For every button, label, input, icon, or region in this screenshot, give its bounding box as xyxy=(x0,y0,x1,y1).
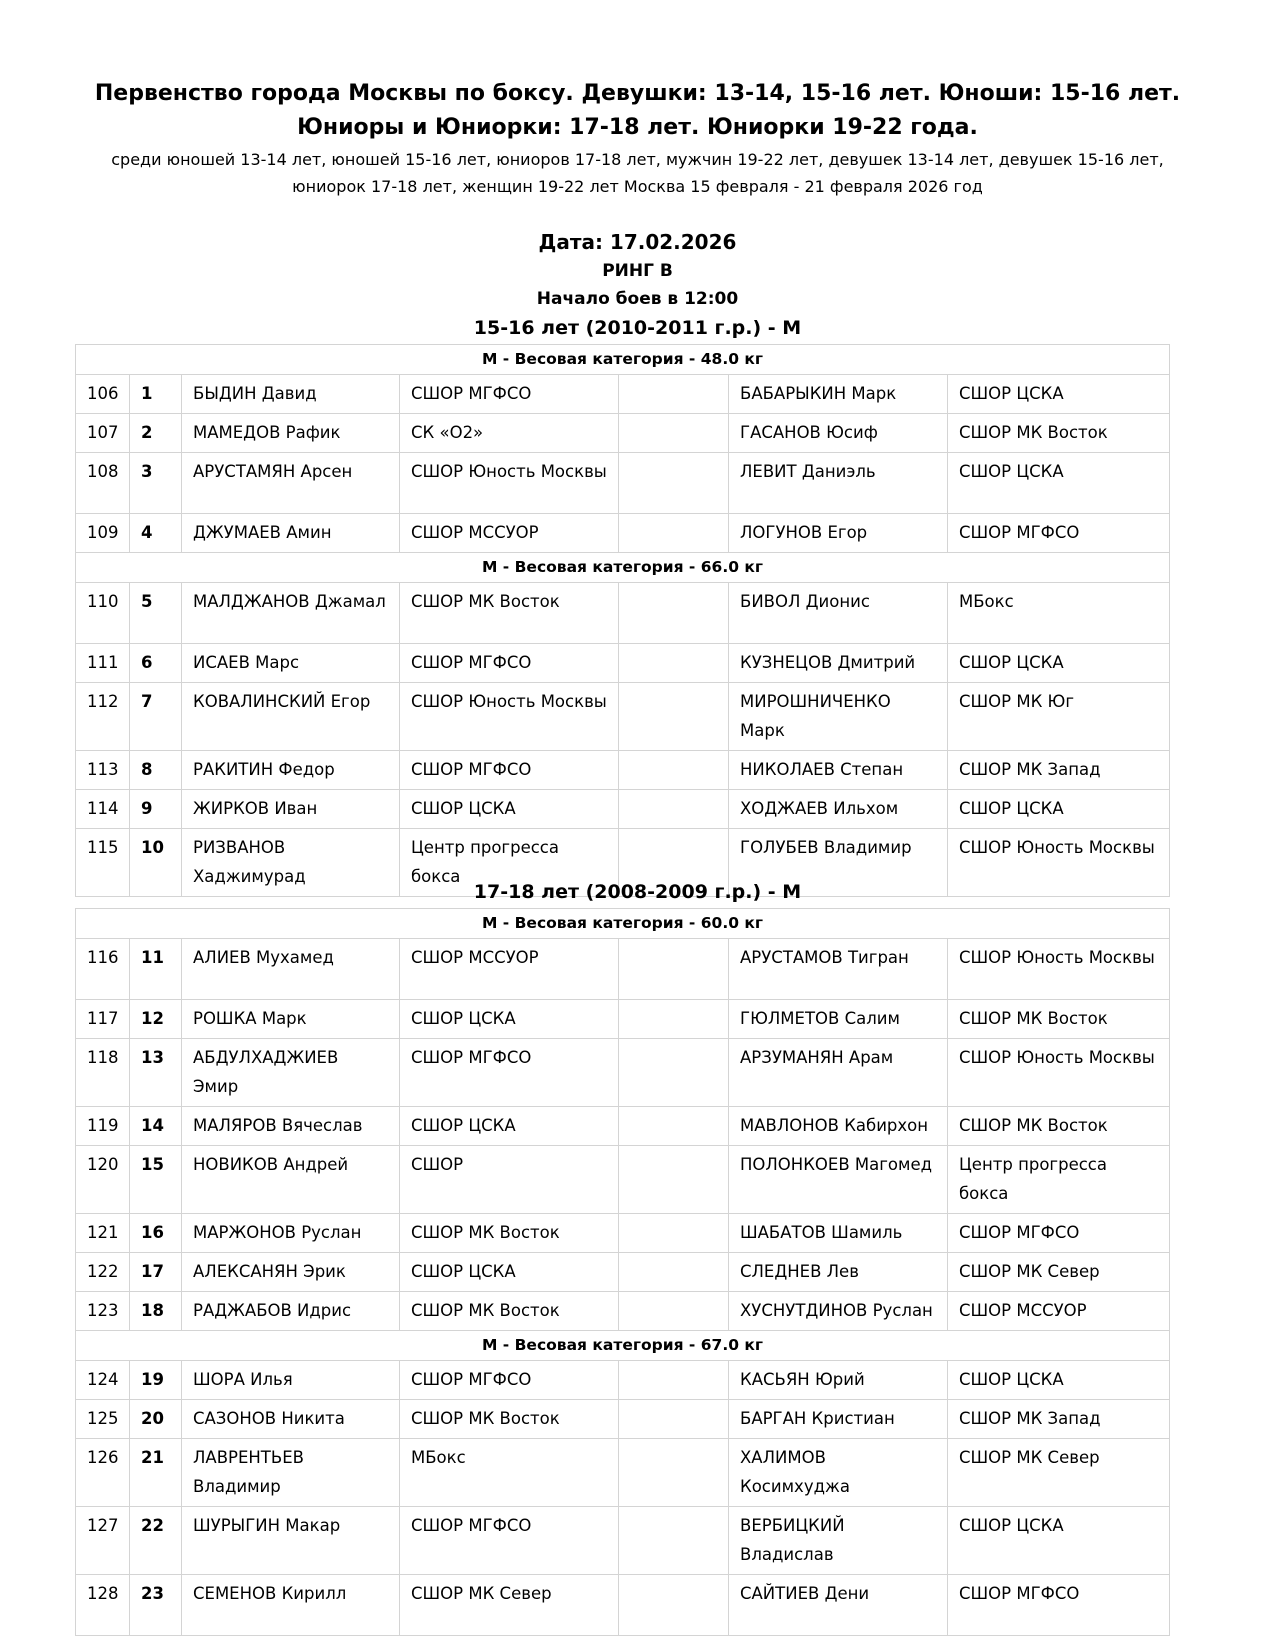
start-time: Начало боев в 12:00 xyxy=(536,289,739,309)
red-corner-club: СШОР ЦСКА xyxy=(400,790,619,829)
blue-corner-name: КУЗНЕЦОВ Дмитрий xyxy=(729,644,948,683)
bout-row xyxy=(76,453,1170,514)
red-corner-name: АРУСТАМЯН Арсен xyxy=(182,453,400,514)
bout-result xyxy=(619,1039,729,1107)
bout-row xyxy=(76,1400,1170,1439)
bout-result xyxy=(619,1253,729,1292)
red-corner-club: СШОР ЦСКА xyxy=(400,1000,619,1039)
blue-corner-name: ГОЛУБЕВ Владимир xyxy=(729,829,948,897)
red-corner-club: СШОР МГФСО xyxy=(400,751,619,790)
blue-corner-name: САЙТИЕВ Дени xyxy=(729,1575,948,1636)
red-corner-name: МАРЖОНОВ Руслан xyxy=(182,1214,400,1253)
blue-corner-name: БАБАРЫКИН Марк xyxy=(729,375,948,414)
blue-corner-club: СШОР ЦСКА xyxy=(948,1361,1170,1400)
bout-row xyxy=(76,375,1170,414)
blue-corner-club: Центр прогресса бокса xyxy=(948,1146,1170,1214)
bout-number: 19 xyxy=(130,1361,182,1400)
bout-row xyxy=(76,414,1170,453)
bout-number: 15 xyxy=(130,1146,182,1214)
blue-corner-name: ХУСНУТДИНОВ Руслан xyxy=(729,1292,948,1331)
blue-corner-name: АРУСТАМОВ Тигран xyxy=(729,939,948,1000)
bout-number: 9 xyxy=(130,790,182,829)
bout-row xyxy=(76,583,1170,644)
bout-number: 23 xyxy=(130,1575,182,1636)
red-corner-club: СШОР МК Восток xyxy=(400,1214,619,1253)
weight-category-label: М - Весовая категория - 67.0 кг xyxy=(76,1331,1170,1361)
bout-id: 121 xyxy=(76,1214,130,1253)
bout-number: 17 xyxy=(130,1253,182,1292)
bout-id: 117 xyxy=(76,1000,130,1039)
bout-number: 5 xyxy=(130,583,182,644)
weight-category-label: М - Весовая категория - 60.0 кг xyxy=(76,909,1170,939)
bouts-table-body xyxy=(76,909,1170,1636)
weight-category-row xyxy=(76,345,1170,375)
bout-number: 10 xyxy=(130,829,182,897)
bout-number: 21 xyxy=(130,1439,182,1507)
bout-id: 122 xyxy=(76,1253,130,1292)
bout-id: 114 xyxy=(76,790,130,829)
section-heading: 17-18 лет (2008-2009 г.р.) - М xyxy=(473,881,802,903)
blue-corner-name: ГЮЛМЕТОВ Салим xyxy=(729,1000,948,1039)
blue-corner-name: СЛЕДНЕВ Лев xyxy=(729,1253,948,1292)
bout-id: 120 xyxy=(76,1146,130,1214)
blue-corner-club: СШОР Юность Москвы xyxy=(948,829,1170,897)
red-corner-club: СШОР МК Восток xyxy=(400,1292,619,1331)
bout-number: 4 xyxy=(130,514,182,553)
red-corner-club: СШОР МССУОР xyxy=(400,939,619,1000)
red-corner-club: СШОР ЦСКА xyxy=(400,1253,619,1292)
bout-result xyxy=(619,1214,729,1253)
bout-result xyxy=(619,790,729,829)
bout-result xyxy=(619,1292,729,1331)
bout-id: 107 xyxy=(76,414,130,453)
blue-corner-club: СШОР МК Юг xyxy=(948,683,1170,751)
bout-number: 16 xyxy=(130,1214,182,1253)
red-corner-name: ИСАЕВ Марс xyxy=(182,644,400,683)
document-title-line-2: Юниоры и Юниорки: 17-18 лет. Юниорки 19-22 года. xyxy=(297,115,978,140)
blue-corner-club: СШОР ЦСКА xyxy=(948,790,1170,829)
bout-id: 113 xyxy=(76,751,130,790)
bout-row xyxy=(76,1107,1170,1146)
bout-id: 124 xyxy=(76,1361,130,1400)
weight-category-row xyxy=(76,1331,1170,1361)
ring-label: РИНГ B xyxy=(602,261,673,281)
schedule-date: Дата: 17.02.2026 xyxy=(538,230,737,254)
blue-corner-club: СШОР МССУОР xyxy=(948,1292,1170,1331)
bout-id: 118 xyxy=(76,1039,130,1107)
blue-corner-club: СШОР МГФСО xyxy=(948,1214,1170,1253)
bout-number: 2 xyxy=(130,414,182,453)
blue-corner-name: КАСЬЯН Юрий xyxy=(729,1361,948,1400)
red-corner-name: ЖИРКОВ Иван xyxy=(182,790,400,829)
blue-corner-club: СШОР МК Запад xyxy=(948,751,1170,790)
bout-id: 123 xyxy=(76,1292,130,1331)
red-corner-club: СШОР Юность Москвы xyxy=(400,683,619,751)
bout-row xyxy=(76,1361,1170,1400)
red-corner-club: СШОР МК Север xyxy=(400,1575,619,1636)
weight-category-label: М - Весовая категория - 66.0 кг xyxy=(76,553,1170,583)
blue-corner-club: СШОР МК Запад xyxy=(948,1400,1170,1439)
bout-id: 106 xyxy=(76,375,130,414)
red-corner-name: АБДУЛХАДЖИЕВ Эмир xyxy=(182,1039,400,1107)
red-corner-name: АЛЕКСАНЯН Эрик xyxy=(182,1253,400,1292)
bout-number: 14 xyxy=(130,1107,182,1146)
red-corner-name: ШОРА Илья xyxy=(182,1361,400,1400)
red-corner-club: МБокс xyxy=(400,1439,619,1507)
bout-result xyxy=(619,1439,729,1507)
red-corner-club: Центр прогресса бокса xyxy=(400,829,619,897)
bout-id: 116 xyxy=(76,939,130,1000)
bout-result xyxy=(619,1575,729,1636)
bouts-table xyxy=(75,908,1170,1636)
weight-category-row xyxy=(76,553,1170,583)
blue-corner-name: ВЕРБИЦКИЙ Владислав xyxy=(729,1507,948,1575)
bout-id: 111 xyxy=(76,644,130,683)
bout-row xyxy=(76,514,1170,553)
bout-result xyxy=(619,1361,729,1400)
blue-corner-club: СШОР МК Восток xyxy=(948,1107,1170,1146)
bout-id: 108 xyxy=(76,453,130,514)
blue-corner-name: ПОЛОНКОЕВ Магомед xyxy=(729,1146,948,1214)
blue-corner-name: ШАБАТОВ Шамиль xyxy=(729,1214,948,1253)
red-corner-name: ШУРЫГИН Макар xyxy=(182,1507,400,1575)
bout-row xyxy=(76,683,1170,751)
document-title-line-1: Первенство города Москвы по боксу. Девушки: 13-14, 15-16 лет. Юноши: 15-16 лет. xyxy=(94,81,1181,106)
red-corner-name: НОВИКОВ Андрей xyxy=(182,1146,400,1214)
bout-number: 6 xyxy=(130,644,182,683)
bout-number: 20 xyxy=(130,1400,182,1439)
red-corner-name: КОВАЛИНСКИЙ Егор xyxy=(182,683,400,751)
bout-row xyxy=(76,939,1170,1000)
red-corner-name: МАМЕДОВ Рафик xyxy=(182,414,400,453)
red-corner-club: СШОР Юность Москвы xyxy=(400,453,619,514)
red-corner-club: СШОР МК Восток xyxy=(400,1400,619,1439)
bout-result xyxy=(619,683,729,751)
red-corner-name: РАКИТИН Федор xyxy=(182,751,400,790)
red-corner-club: СШОР МССУОР xyxy=(400,514,619,553)
bout-result xyxy=(619,644,729,683)
bout-result xyxy=(619,939,729,1000)
red-corner-name: ЛАВРЕНТЬЕВ Владимир xyxy=(182,1439,400,1507)
bout-id: 119 xyxy=(76,1107,130,1146)
blue-corner-club: СШОР МК Север xyxy=(948,1253,1170,1292)
bout-number: 18 xyxy=(130,1292,182,1331)
red-corner-club: СШОР МК Восток xyxy=(400,583,619,644)
section-heading: 15-16 лет (2010-2011 г.р.) - М xyxy=(473,317,802,339)
bout-id: 115 xyxy=(76,829,130,897)
red-corner-club: СШОР МГФСО xyxy=(400,1039,619,1107)
bout-number: 13 xyxy=(130,1039,182,1107)
blue-corner-club: СШОР Юность Москвы xyxy=(948,939,1170,1000)
red-corner-club: СШОР ЦСКА xyxy=(400,1107,619,1146)
red-corner-club: СШОР xyxy=(400,1146,619,1214)
red-corner-name: МАЛДЖАНОВ Джамал xyxy=(182,583,400,644)
blue-corner-name: ХОДЖАЕВ Ильхом xyxy=(729,790,948,829)
red-corner-name: СЕМЕНОВ Кирилл xyxy=(182,1575,400,1636)
red-corner-club: СШОР МГФСО xyxy=(400,644,619,683)
bout-result xyxy=(619,1000,729,1039)
document-subtitle: среди юношей 13-14 лет, юношей 15-16 лет, юниоров 17-18 лет, мужчин 19-22 лет, девушек 13-14 лет, девушек 15-16 лет, юниорок 17-18 лет, женщин 19-22 лет Москва 15 февраля - 21 февраля 2026 год xyxy=(111,150,1164,196)
blue-corner-name: МИРОШНИЧЕНКО Марк xyxy=(729,683,948,751)
red-corner-name: МАЛЯРОВ Вячеслав xyxy=(182,1107,400,1146)
red-corner-name: РОШКА Марк xyxy=(182,1000,400,1039)
bouts-table-body xyxy=(76,345,1170,897)
bout-number: 8 xyxy=(130,751,182,790)
blue-corner-name: АРЗУМАНЯН Арам xyxy=(729,1039,948,1107)
bout-result xyxy=(619,514,729,553)
bout-result xyxy=(619,414,729,453)
bout-number: 1 xyxy=(130,375,182,414)
blue-corner-name: БАРГАН Кристиан xyxy=(729,1400,948,1439)
bout-result xyxy=(619,1146,729,1214)
bout-number: 11 xyxy=(130,939,182,1000)
blue-corner-club: СШОР Юность Москвы xyxy=(948,1039,1170,1107)
bout-result xyxy=(619,375,729,414)
blue-corner-club: СШОР МК Восток xyxy=(948,414,1170,453)
red-corner-name: АЛИЕВ Мухамед xyxy=(182,939,400,1000)
blue-corner-name: ХАЛИМОВ Косимхуджа xyxy=(729,1439,948,1507)
blue-corner-name: МАВЛОНОВ Кабирхон xyxy=(729,1107,948,1146)
weight-category-label: М - Весовая категория - 48.0 кг xyxy=(76,345,1170,375)
bout-id: 125 xyxy=(76,1400,130,1439)
bout-id: 126 xyxy=(76,1439,130,1507)
bout-id: 110 xyxy=(76,583,130,644)
bout-id: 127 xyxy=(76,1507,130,1575)
red-corner-name: САЗОНОВ Никита xyxy=(182,1400,400,1439)
blue-corner-name: БИВОЛ Дионис xyxy=(729,583,948,644)
bout-row xyxy=(76,1253,1170,1292)
blue-corner-name: НИКОЛАЕВ Степан xyxy=(729,751,948,790)
red-corner-name: РАДЖАБОВ Идрис xyxy=(182,1292,400,1331)
red-corner-club: СШОР МГФСО xyxy=(400,1507,619,1575)
bout-row xyxy=(76,1146,1170,1214)
bout-number: 3 xyxy=(130,453,182,514)
bouts-table xyxy=(75,344,1170,897)
bout-number: 12 xyxy=(130,1000,182,1039)
bout-row xyxy=(76,1439,1170,1507)
bout-number: 22 xyxy=(130,1507,182,1575)
bout-result xyxy=(619,1507,729,1575)
bout-row xyxy=(76,1292,1170,1331)
blue-corner-club: СШОР МК Север xyxy=(948,1439,1170,1507)
red-corner-name: РИЗВАНОВ Хаджимурад xyxy=(182,829,400,897)
bout-row xyxy=(76,1575,1170,1636)
weight-category-row xyxy=(76,909,1170,939)
bout-result xyxy=(619,1400,729,1439)
red-corner-name: БЫДИН Давид xyxy=(182,375,400,414)
blue-corner-name: ЛОГУНОВ Егор xyxy=(729,514,948,553)
red-corner-club: СШОР МГФСО xyxy=(400,1361,619,1400)
blue-corner-name: ЛЕВИТ Даниэль xyxy=(729,453,948,514)
bout-result xyxy=(619,1107,729,1146)
red-corner-club: СШОР МГФСО xyxy=(400,375,619,414)
bout-result xyxy=(619,453,729,514)
bout-row xyxy=(76,644,1170,683)
bout-id: 128 xyxy=(76,1575,130,1636)
bout-row xyxy=(76,1214,1170,1253)
blue-corner-club: СШОР МГФСО xyxy=(948,1575,1170,1636)
bout-row xyxy=(76,1000,1170,1039)
bout-result xyxy=(619,751,729,790)
bout-row xyxy=(76,751,1170,790)
bout-row xyxy=(76,1039,1170,1107)
bout-id: 109 xyxy=(76,514,130,553)
bout-id: 112 xyxy=(76,683,130,751)
blue-corner-club: СШОР МК Восток xyxy=(948,1000,1170,1039)
blue-corner-club: МБокс xyxy=(948,583,1170,644)
blue-corner-club: СШОР ЦСКА xyxy=(948,453,1170,514)
blue-corner-club: СШОР ЦСКА xyxy=(948,644,1170,683)
red-corner-club: СК «О2» xyxy=(400,414,619,453)
blue-corner-name: ГАСАНОВ Юсиф xyxy=(729,414,948,453)
blue-corner-club: СШОР МГФСО xyxy=(948,514,1170,553)
blue-corner-club: СШОР ЦСКА xyxy=(948,375,1170,414)
bout-row xyxy=(76,1507,1170,1575)
red-corner-name: ДЖУМАЕВ Амин xyxy=(182,514,400,553)
blue-corner-club: СШОР ЦСКА xyxy=(948,1507,1170,1575)
bout-result xyxy=(619,583,729,644)
bout-number: 7 xyxy=(130,683,182,751)
bout-row xyxy=(76,790,1170,829)
